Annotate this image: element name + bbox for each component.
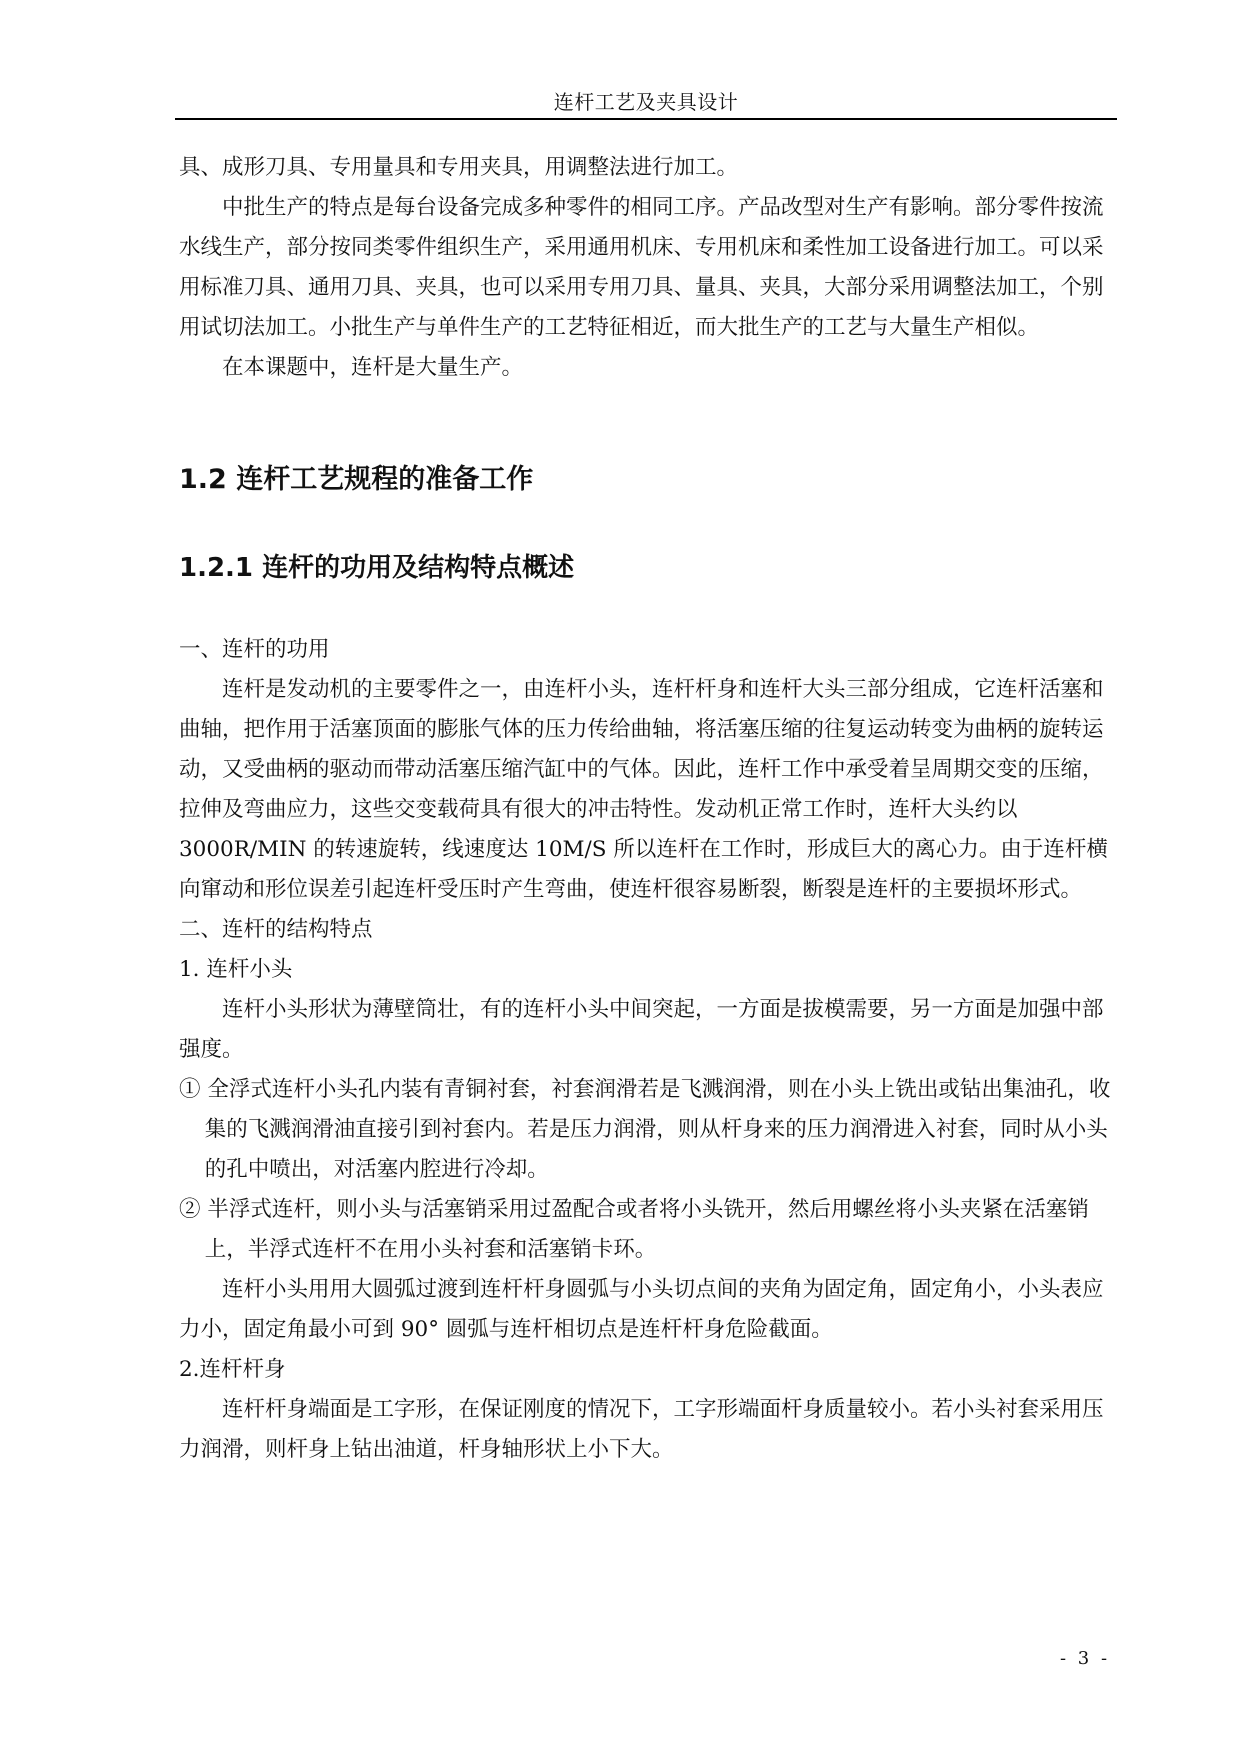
paragraph-fixed-angle: 连杆小头用用大圆弧过渡到连杆杆身圆弧与小头切点间的夹角为固定角，固定角小，小头表应力小，固定角最小可到 90° 圆弧与连杆相切点是连杆杆身危险截面。 bbox=[179, 1277, 1104, 1342]
page-number: - 3 - bbox=[1060, 1648, 1111, 1669]
item-label-rod-body: 2.连杆杆身 bbox=[179, 1357, 286, 1382]
section-heading-1-2-1: 1.2.1 连杆的功用及结构特点概述 bbox=[179, 553, 575, 583]
subsection-label-function: 一、连杆的功用 bbox=[179, 637, 330, 662]
paragraph-rod-body: 连杆杆身端面是工字形，在保证刚度的情况下，工字形端面杆身质量较小。若小头衬套采用压力润滑，则杆身上钻出油道，杆身轴形状上小下大。 bbox=[179, 1397, 1104, 1462]
paragraph-continuation: 具、成形刀具、专用量具和专用夹具，用调整法进行加工。 bbox=[179, 155, 739, 180]
subsection-label-structure: 二、连杆的结构特点 bbox=[179, 917, 373, 942]
paragraph-function: 连杆是发动机的主要零件之一，由连杆小头，连杆杆身和连杆大头三部分组成，它连杆活塞和曲轴，把作用于活塞顶面的膨胀气体的压力传给曲轴，将活塞压缩的往复运动转变为曲柄的旋转运动，又受曲柄的驱动而带动活塞压缩汽缸中的气体。因此，连杆工作中承受着呈周期交变的压缩，拉伸及弯曲应力，这些交变载荷具有很大的冲击特性。发动机正常工作时，连杆大头约以 3000R/MIN 的转速旋转，线速度达 10M/S 所以连杆在工作时，形成巨大的离心力。由于连杆横向窜动和形位误差引起连杆受压时产生弯曲，使连杆很容易断裂，断裂是连杆的主要损坏形式。 bbox=[179, 677, 1108, 902]
paragraph-small-end: 连杆小头形状为薄壁筒壮，有的连杆小头中间突起，一方面是拔模需要，另一方面是加强中部强度。 bbox=[179, 997, 1104, 1062]
paragraph-topic-statement: 在本课题中，连杆是大量生产。 bbox=[222, 355, 524, 380]
header-rule bbox=[175, 118, 1117, 120]
list-item-semi-floating: ② 半浮式连杆，则小头与活塞销采用过盈配合或者将小头铣开，然后用螺丝将小头夹紧在活塞销上，半浮式连杆不在用小头衬套和活塞销卡环。 bbox=[179, 1197, 1089, 1262]
item-label-small-end: 1. 连杆小头 bbox=[179, 957, 293, 982]
running-header: 连杆工艺及夹具设计 bbox=[553, 90, 739, 114]
list-item-full-floating: ① 全浮式连杆小头孔内装有青铜衬套，衬套润滑若是飞溅润滑，则在小头上铣出或钻出集油孔，收集的飞溅润滑油直接引到衬套内。若是压力润滑，则从杆身来的压力润滑进入衬套，同时从小头的孔中喷出，对活塞内腔进行冷却。 bbox=[179, 1077, 1111, 1182]
body-content bbox=[179, 148, 1114, 1470]
paragraph-batch-production: 中批生产的特点是每台设备完成多种零件的相同工序。产品改型对生产有影响。部分零件按流水线生产，部分按同类零件组织生产，采用通用机床、专用机床和柔性加工设备进行加工。可以采用标准刀具、通用刀具、夹具，也可以采用专用刀具、量具、夹具，大部分采用调整法加工，个别用试切法加工。小批生产与单件生产的工艺特征相近，而大批生产的工艺与大量生产相似。 bbox=[179, 195, 1104, 340]
section-heading-1-2: 1.2 连杆工艺规程的准备工作 bbox=[179, 464, 534, 495]
